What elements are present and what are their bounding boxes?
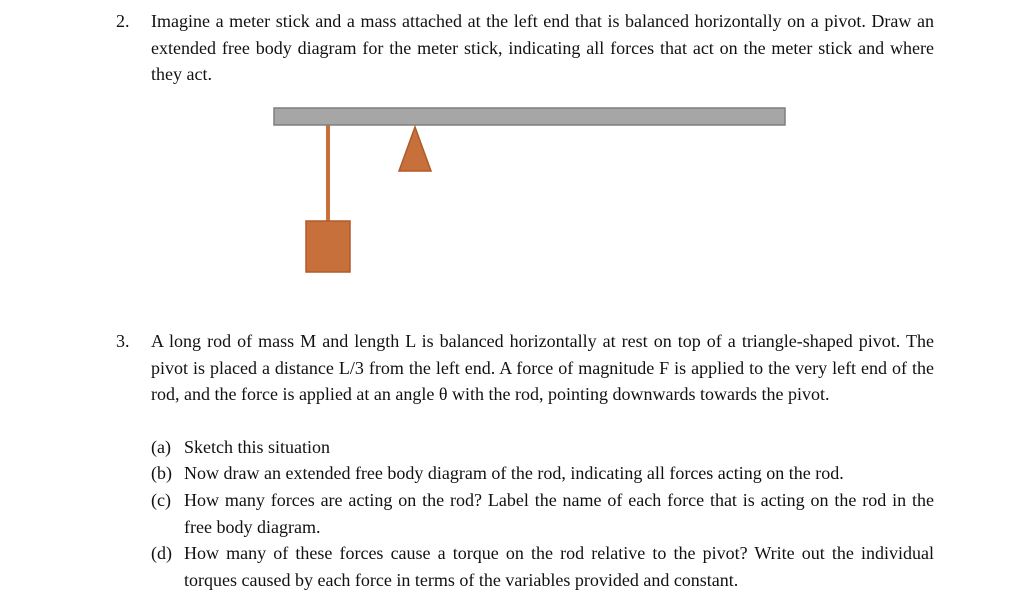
- question-2-text: Imagine a meter stick and a mass attached at the left end that is balanced horizontally on a pivot. Draw an extended free body diagram for the meter stick, indicating all forces that act on the meter stick and where they act.: [151, 11, 934, 84]
- part-label: (a): [151, 437, 171, 457]
- hanging-mass: [306, 221, 350, 272]
- question-3-number: 3.: [116, 331, 130, 351]
- question-2-number: 2.: [116, 11, 130, 31]
- part-text: How many forces are acting on the rod? Label the name of each force that is acting on the rod in the free body diagram.: [184, 490, 934, 537]
- part-label: (c): [151, 490, 171, 510]
- pivot-triangle: [399, 127, 431, 171]
- question-3-text: A long rod of mass M and length L is balanced horizontally at rest on top of a triangle-shaped pivot. The pivot is placed a distance L/3 from the left end. A force of magnitude F is applied to the very left end of the rod, and the force is applied at an angle θ with the rod, pointing downwards towards the pivot.: [151, 331, 934, 404]
- part-label: (d): [151, 543, 172, 563]
- part-text: Sketch this situation: [184, 437, 330, 457]
- part-text: Now draw an extended free body diagram of the rod, indicating all forces acting on the rod.: [184, 463, 844, 483]
- meter-stick: [274, 108, 785, 125]
- part-label: (b): [151, 463, 172, 483]
- part-text: How many of these forces cause a torque on the rod relative to the pivot? Write out the individual torques caused by each force in terms of the variables provided and constant.: [184, 543, 934, 590]
- meter-stick-diagram: [270, 104, 790, 278]
